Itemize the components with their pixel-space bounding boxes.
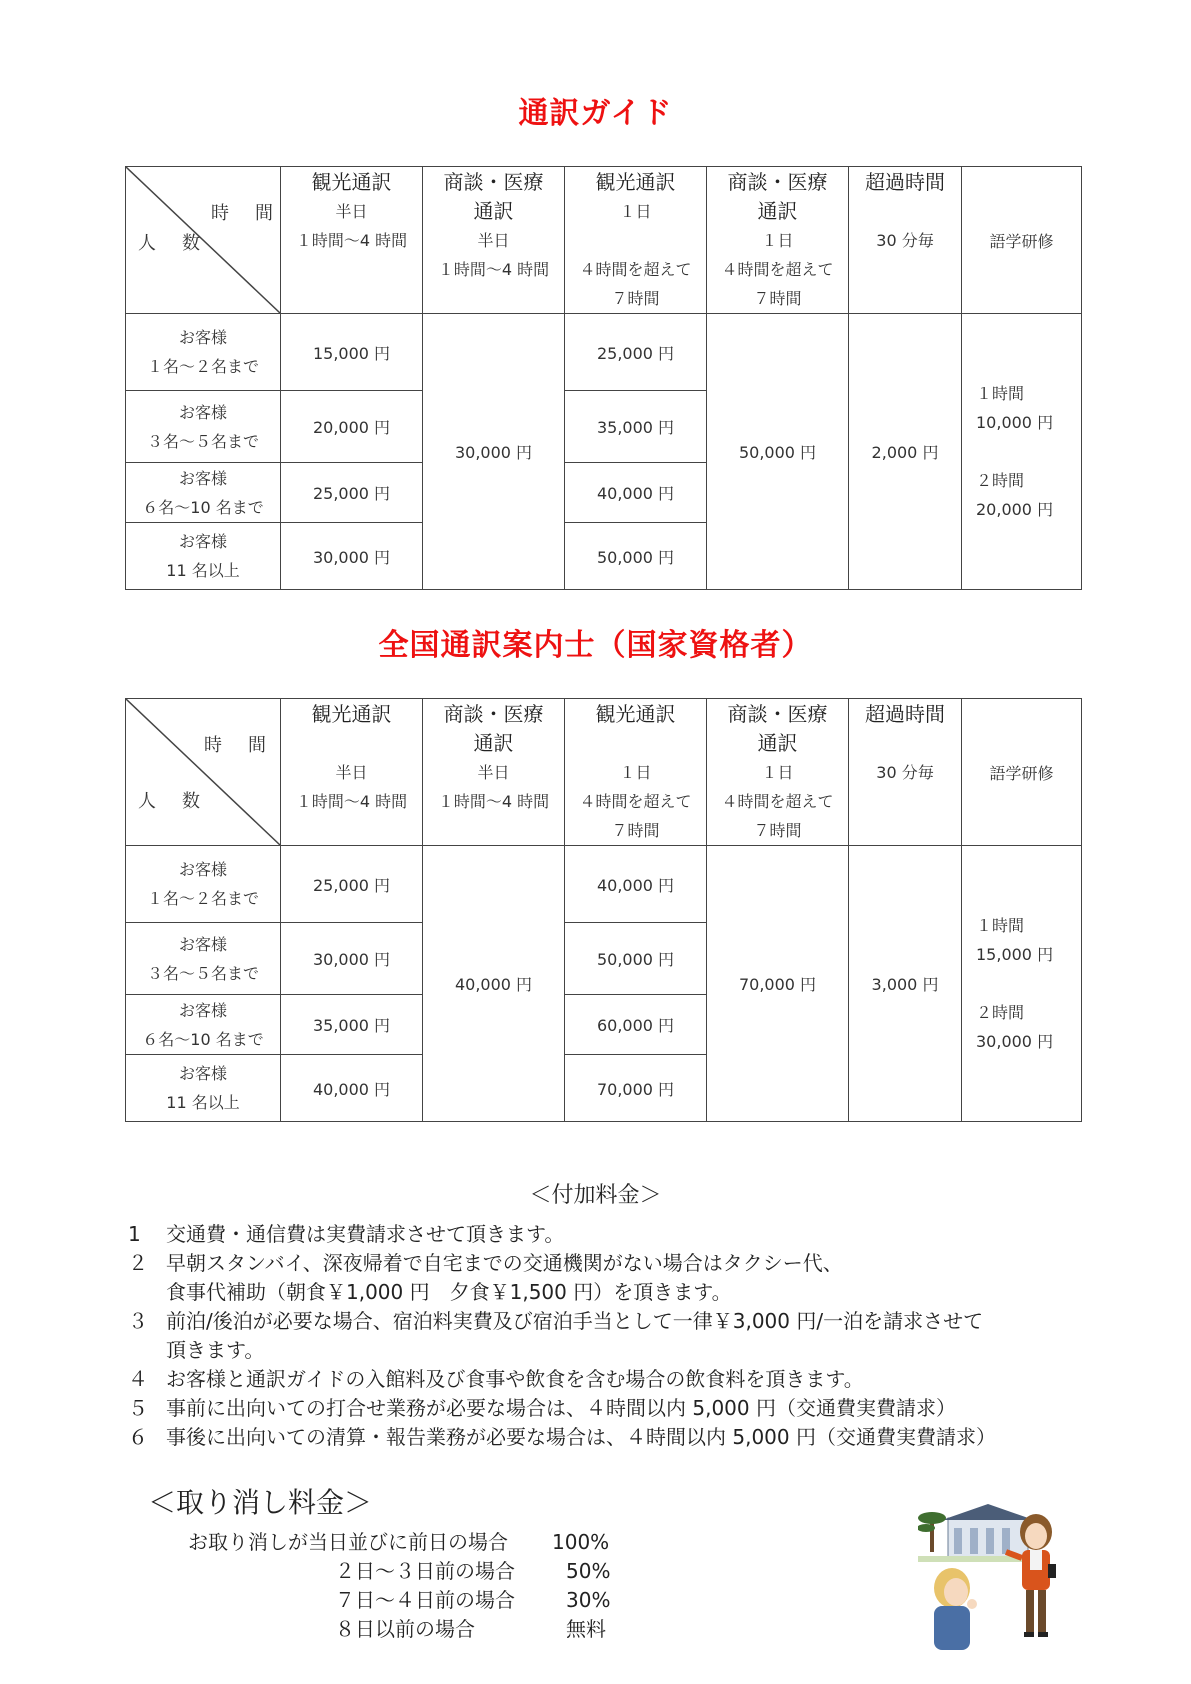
list-item: ３ 前泊/後泊が必要な場合、宿泊料実費及び宿泊手当として一律￥3,000 円/一泊を請求させて bbox=[128, 1309, 984, 1333]
price-sightseeing-day-1: 25,000 円 bbox=[565, 314, 707, 391]
cancel-fee: 30% bbox=[566, 1588, 611, 1612]
col-header-business-day: 商談・医療 通訳 １日 ４時間を超えて ７時間 bbox=[707, 167, 849, 314]
price-sightseeing-half-2: 30,000 円 bbox=[281, 923, 423, 995]
corner-header-cell bbox=[126, 167, 281, 314]
list-item: ６ 事後に出向いての清算・報告業務が必要な場合は、４時間以内 5,000 円（交通費実費請求） bbox=[128, 1425, 996, 1449]
price-overtime: 2,000 円 bbox=[849, 314, 962, 590]
section2-title: 全国通訳案内士（国家資格者） bbox=[378, 628, 813, 663]
price-sightseeing-day-4: 70,000 円 bbox=[565, 1055, 707, 1122]
extra-fees-title: ＜付加料金＞ bbox=[529, 1183, 662, 1208]
price-business-half: 30,000 円 bbox=[423, 314, 565, 590]
price-overtime: 3,000 円 bbox=[849, 846, 962, 1122]
licensed-guide-rate-table bbox=[125, 698, 1082, 1122]
col-header-overtime: 超過時間 30 分毎 bbox=[849, 167, 962, 314]
col-header-language-training: 語学研修 bbox=[962, 167, 1082, 314]
list-item-continued: 食事代補助（朝食￥1,000 円 夕食￥1,500 円）を頂きます。 bbox=[166, 1280, 732, 1304]
extra-fees-list bbox=[128, 1220, 996, 1452]
col-header-business-day: 商談・医療 通訳 １日 ４時間を超えて ７時間 bbox=[707, 699, 849, 846]
col-header-overtime: 超過時間 30 分毎 bbox=[849, 699, 962, 846]
list-item-continued: 頂きます。 bbox=[166, 1338, 265, 1362]
price-sightseeing-day-1: 40,000 円 bbox=[565, 846, 707, 923]
people-cell-3: お客様 ６名〜10 名まで bbox=[126, 995, 281, 1055]
people-cell-1: お客様 １名〜２名まで bbox=[126, 314, 281, 391]
corner-header-cell-2 bbox=[126, 699, 281, 846]
price-sightseeing-day-3: 60,000 円 bbox=[565, 995, 707, 1055]
price-sightseeing-half-1: 15,000 円 bbox=[281, 314, 423, 391]
col-header-business-half: 商談・医療 通訳 半日 １時間〜4 時間 bbox=[423, 699, 565, 846]
price-sightseeing-day-4: 50,000 円 bbox=[565, 523, 707, 590]
col-header-sightseeing-day: 観光通訳 １日 ４時間を超えて ７時間 bbox=[565, 699, 707, 846]
section1-title: 通訳ガイド bbox=[518, 96, 673, 131]
cancel-condition: ８日以前の場合 bbox=[335, 1617, 475, 1641]
col-header-business-half: 商談・医療 通訳 半日 １時間〜4 時間 bbox=[423, 167, 565, 314]
price-sightseeing-half-2: 20,000 円 bbox=[281, 391, 423, 463]
col-header-sightseeing-half: 観光通訳 半日 １時間〜4 時間 bbox=[281, 699, 423, 846]
col-header-sightseeing-day: 観光通訳 １日 ４時間を超えて ７時間 bbox=[565, 167, 707, 314]
list-item: ２ 早朝スタンバイ、深夜帰着で自宅までの交通機関がない場合はタクシー代、 bbox=[128, 1251, 843, 1275]
people-cell-2: お客様 ３名〜５名まで bbox=[126, 391, 281, 463]
language-training-prices: １時間 15,000 円 ２時間 30,000 円 bbox=[962, 846, 1082, 1122]
guide-rate-table bbox=[125, 166, 1082, 590]
col-header-language-training: 語学研修 bbox=[962, 699, 1082, 846]
price-sightseeing-half-1: 25,000 円 bbox=[281, 846, 423, 923]
cancel-condition: ２日〜３日前の場合 bbox=[335, 1559, 515, 1583]
price-business-day: 50,000 円 bbox=[707, 314, 849, 590]
guide-and-tourist-illustration bbox=[918, 1500, 1078, 1650]
price-sightseeing-day-2: 35,000 円 bbox=[565, 391, 707, 463]
people-cell-4: お客様 11 名以上 bbox=[126, 523, 281, 590]
diagonal-line bbox=[126, 699, 280, 845]
header-time: 時 間 bbox=[211, 203, 277, 224]
price-business-half: 40,000 円 bbox=[423, 846, 565, 1122]
cancel-fee: 無料 bbox=[566, 1617, 606, 1641]
price-sightseeing-half-3: 25,000 円 bbox=[281, 463, 423, 523]
list-item: 1 交通費・通信費は実費請求させて頂きます。 bbox=[128, 1222, 565, 1246]
header-people: 人 数 bbox=[138, 791, 204, 812]
col-header-sightseeing-half: 観光通訳 半日 １時間〜4 時間 bbox=[281, 167, 423, 314]
cancel-fee: 100% bbox=[552, 1530, 610, 1554]
price-sightseeing-half-4: 40,000 円 bbox=[281, 1055, 423, 1122]
price-business-day: 70,000 円 bbox=[707, 846, 849, 1122]
header-people: 人 数 bbox=[138, 233, 204, 254]
list-item: ４ お客様と通訳ガイドの入館料及び食事や飲食を含む場合の飲食料を頂きます。 bbox=[128, 1367, 864, 1391]
people-cell-1: お客様 １名〜２名まで bbox=[126, 846, 281, 923]
people-cell-2: お客様 ３名〜５名まで bbox=[126, 923, 281, 995]
price-sightseeing-day-2: 50,000 円 bbox=[565, 923, 707, 995]
language-training-prices: １時間 10,000 円 ２時間 20,000 円 bbox=[962, 314, 1082, 590]
cancel-fee: 50% bbox=[566, 1559, 611, 1583]
cancellation-list bbox=[0, 1528, 700, 1648]
people-cell-3: お客様 ６名〜10 名まで bbox=[126, 463, 281, 523]
cancel-condition: ７日〜４日前の場合 bbox=[335, 1588, 515, 1612]
cancel-condition: お取り消しが当日並びに前日の場合 bbox=[188, 1530, 508, 1554]
header-time: 時 間 bbox=[204, 735, 270, 756]
price-sightseeing-half-3: 35,000 円 bbox=[281, 995, 423, 1055]
cancellation-title: ＜取り消し料金＞ bbox=[148, 1486, 373, 1519]
price-sightseeing-day-3: 40,000 円 bbox=[565, 463, 707, 523]
people-cell-4: お客様 11 名以上 bbox=[126, 1055, 281, 1122]
price-sightseeing-half-4: 30,000 円 bbox=[281, 523, 423, 590]
list-item: ５ 事前に出向いての打合せ業務が必要な場合は、４時間以内 5,000 円（交通費実費請求） bbox=[128, 1396, 956, 1420]
